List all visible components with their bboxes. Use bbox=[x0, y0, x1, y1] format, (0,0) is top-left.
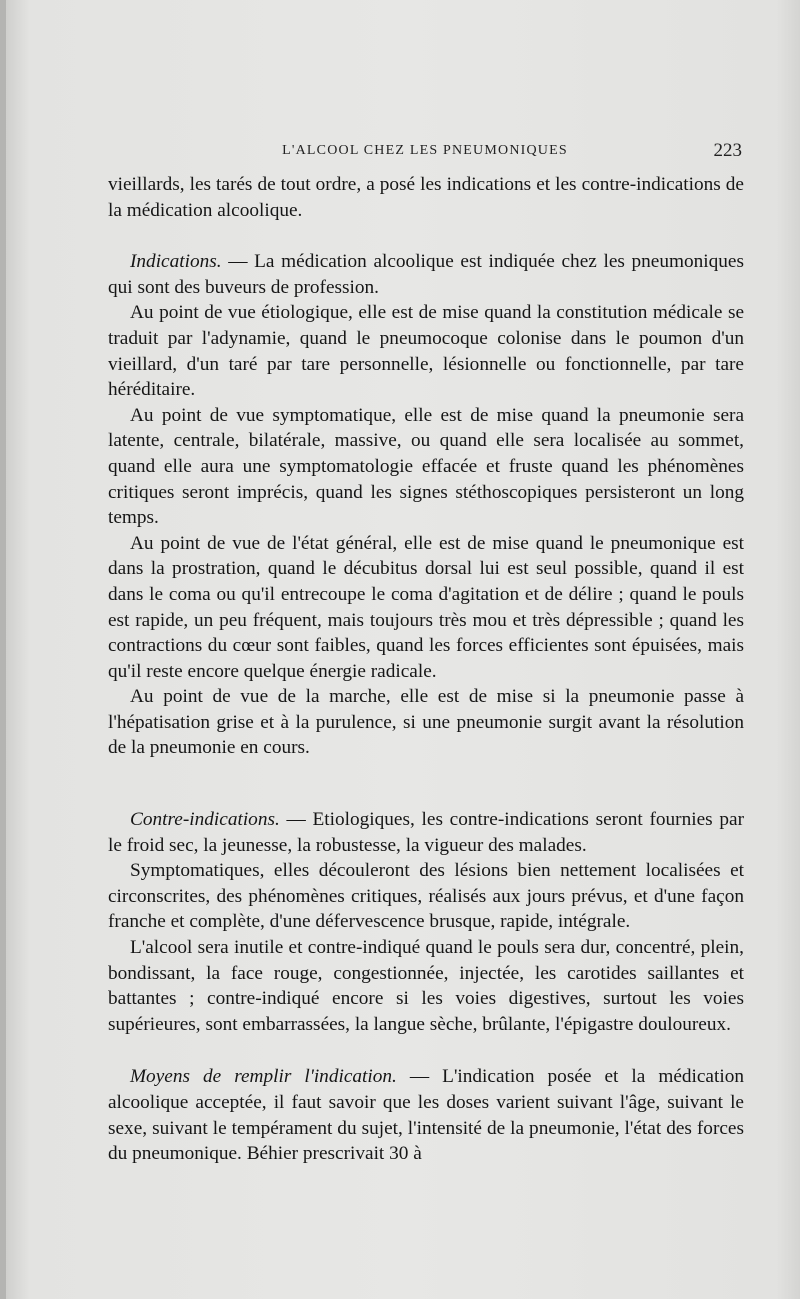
paragraph-marche: Au point de vue de la marche, elle est de mise si la pneumonie passe à l'hépatisation grise et à la purulence, si une pneumonie surgit avant la résolution de la pneumonie en cours. bbox=[108, 686, 744, 759]
moyens-heading: Moyens de remplir l'indication. bbox=[130, 1066, 397, 1088]
paragraph-etat-general: Au point de vue de l'état général, elle est de mise quand le pneumonique est dans la prostration, quand le décubitus dorsal lui est seul possible, quand il est dans le coma ou qu'il entrecoupe le coma d'agitation et de délire ; quand le pouls est rapide, un peu fréquent, mais toujours très mou et très dépressible ; quand les contractions du cœur sont faibles, quand les forces efficientes sont épuisées, mais qu'il reste encore quelque énergie radicale. bbox=[108, 532, 744, 682]
paragraph-symptomatique: Au point de vue symptomatique, elle est de mise quand la pneumonie sera latente, centrale, bilatérale, massive, ou quand elle sera localisée au sommet, quand elle aura une symptomatologie effacée et fruste quand les phénomènes critiques seront imprécis, quand les signes stéthoscopiques persisteront un long temps. bbox=[108, 404, 744, 529]
indications-text: — La médication alcoolique est indiquée chez les pneumoniques qui sont des buveurs de profession. bbox=[108, 251, 744, 298]
contre-indications-heading: Contre-indications. bbox=[130, 809, 280, 831]
paragraph-etiologique: Au point de vue étiologique, elle est de mise quand la constitution médicale se traduit par l'adynamie, quand le pneumocoque colonise dans le poumon d'un vieillard, d'un taré par tare personnelle, lésionnelle ou fonctionnelle, par tare héréditaire. bbox=[108, 302, 744, 401]
page-number: 223 bbox=[713, 140, 742, 161]
running-title: L'ALCOOL CHEZ LES PNEUMONIQUES bbox=[282, 143, 568, 158]
paragraph-symptomatiques: Symptomatiques, elles découleront des lésions bien nettement localisées et circonscrites, des phénomènes critiques, réalisés aux jours prévus, et d'une façon franche et complète, d'une défervescence brusque, rapide, intégrale. bbox=[108, 860, 744, 933]
page-body bbox=[108, 172, 744, 1167]
paragraph-indications bbox=[108, 249, 744, 300]
contre-indications-text: — Etiologiques, les contre-indications seront fournies par le froid sec, la jeunesse, la robustesse, la vigueur des malades. bbox=[108, 809, 744, 856]
running-head bbox=[108, 140, 742, 165]
book-page bbox=[6, 0, 800, 1299]
moyens-text: — L'indication posée et la médication alcoolique acceptée, il faut savoir que les doses varient suivant l'âge, suivant le sexe, suivant le tempérament du sujet, l'intensité de la pneumonie, l'état des forces du pneumonique. Béhier prescrivait 30 à bbox=[108, 1066, 744, 1165]
paragraph-alcool-inutile: L'alcool sera inutile et contre-indiqué quand le pouls sera dur, concentré, plein, bondissant, la face rouge, congestionnée, injectée, les carotides saillantes et battantes ; contre-indiqué encore si les voies digestives, surtout les voies supérieures, sont embarrassées, la langue sèche, brûlante, l'épigastre douloureux. bbox=[108, 937, 744, 1035]
paragraph-moyens bbox=[108, 1064, 744, 1166]
indications-heading: Indications. bbox=[130, 251, 222, 273]
paragraph-contre-indications bbox=[108, 807, 744, 858]
paragraph-continuation: vieillards, les tarés de tout ordre, a posé les indications et les contre-indications de la médication alcoolique. bbox=[108, 174, 744, 221]
